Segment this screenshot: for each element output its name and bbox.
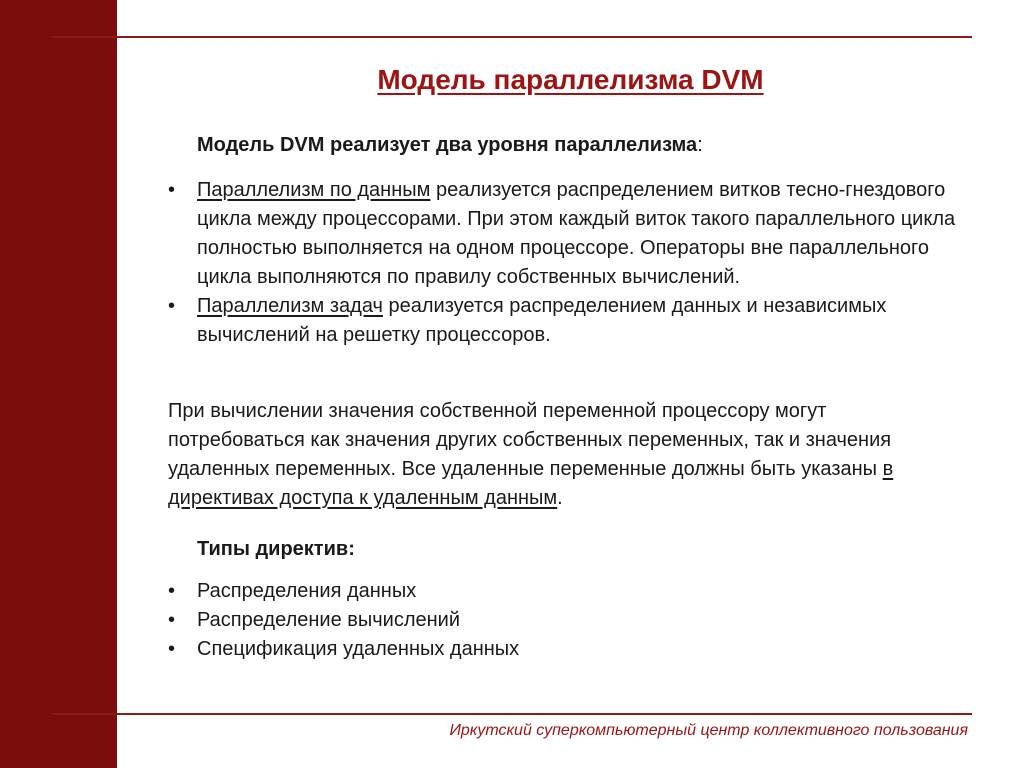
bullet-icon: • — [168, 179, 176, 201]
list-item-task-parallelism — [168, 292, 968, 350]
directive-types-list — [168, 577, 968, 664]
list-item — [168, 635, 968, 664]
bullet-icon: • — [168, 580, 176, 602]
directive-types-heading: Типы директив: — [197, 538, 355, 560]
bullet-icon: • — [168, 638, 176, 660]
remote-access-directives-link[interactable]: в директивах доступа к удаленным данным — [168, 458, 894, 509]
remote-vars-paragraph — [168, 397, 968, 513]
task-parallelism-text: реализуется распределением данных и независимых вычислений на решетку процессоров. — [197, 295, 887, 346]
list-item — [168, 606, 968, 635]
slide-title: Модель параллелизма DVM — [377, 64, 764, 95]
bullet-icon: • — [168, 295, 176, 317]
levels-list — [168, 176, 968, 350]
directive-type-label: Распределение вычислений — [197, 609, 461, 631]
intro-heading — [197, 134, 703, 157]
data-parallelism-link[interactable]: Параллелизм по данным — [197, 179, 431, 201]
footer-org-name: Иркутский суперкомпьютерный центр коллективного пользования — [449, 722, 968, 739]
list-item-data-parallelism — [168, 176, 968, 292]
top-rule — [52, 36, 972, 38]
bullet-icon: • — [168, 609, 176, 631]
intro-bold-text: Модель DVM реализует два уровня параллелизма — [197, 134, 698, 156]
directive-type-label: Распределения данных — [197, 580, 417, 602]
intro-suffix: : — [697, 134, 703, 156]
sidebar-band — [0, 0, 117, 768]
data-parallelism-text: реализуется распределением витков тесно-гнездового цикла между процессорами. При этом каждый виток такого параллельного цикла полностью выполняется на одном процессоре. Операторы вне параллельного цикла выполняются по правилу собственных вычислений. — [197, 179, 956, 288]
task-parallelism-link[interactable]: Параллелизм задач — [197, 295, 383, 317]
list-item — [168, 577, 968, 606]
paragraph-end: . — [557, 487, 563, 509]
directive-type-label: Спецификация удаленных данных — [197, 638, 520, 660]
paragraph-text: При вычислении значения собственной переменной процессору могут потребоваться как значения других собственных переменных, так и значения удаленных переменных. Все удаленные переменные должны быть указаны — [168, 400, 892, 480]
bottom-rule — [52, 713, 972, 715]
